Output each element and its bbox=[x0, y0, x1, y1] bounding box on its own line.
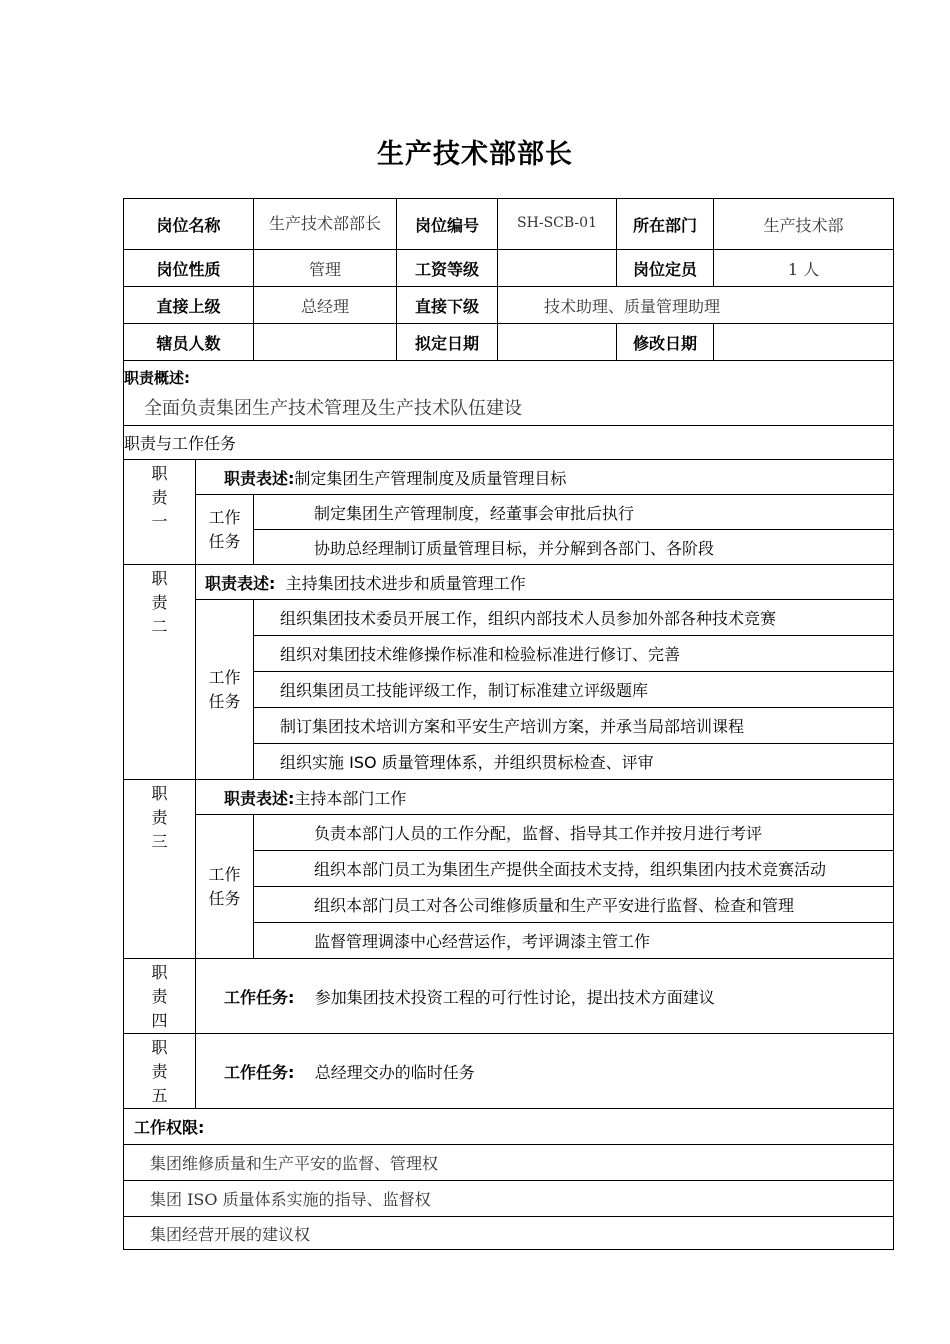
duty-row bbox=[124, 460, 894, 495]
duty-number bbox=[124, 565, 196, 780]
duty-description bbox=[196, 565, 894, 600]
duty-desc-label: 职责表述: bbox=[224, 788, 295, 808]
duty-description bbox=[196, 780, 894, 815]
task-item: 监督管理调漆中心经营运作，考评调漆主管工作 bbox=[254, 923, 894, 959]
task-row bbox=[124, 495, 894, 530]
task-item: 组织对集团技术维修操作标准和检验标准进行修订、完善 bbox=[254, 636, 894, 672]
duty-task-text: 总经理交办的临时任务 bbox=[314, 1062, 475, 1082]
duties-header: 职责与工作任务 bbox=[124, 426, 894, 460]
value-department: 生产技术部 bbox=[714, 199, 894, 250]
label-draft-date: 拟定日期 bbox=[397, 324, 498, 361]
page-title: 生产技术部部长 bbox=[377, 139, 573, 170]
info-row bbox=[124, 324, 894, 361]
label-revision-date: 修改日期 bbox=[617, 324, 714, 361]
value-salary-grade bbox=[498, 250, 617, 287]
duty-number bbox=[124, 959, 196, 1034]
duty-desc-text: 主持本部门工作 bbox=[294, 788, 407, 808]
task-item: 制订集团技术培训方案和平安生产培训方案，并承当局部培训课程 bbox=[254, 708, 894, 744]
label-staff-count: 辖员人数 bbox=[124, 324, 254, 361]
duty-number-text: 职责三 bbox=[151, 784, 168, 851]
duty-task bbox=[196, 959, 894, 1034]
duties-header-row bbox=[124, 426, 894, 460]
label-headcount: 岗位定员 bbox=[617, 250, 714, 287]
duty-number-text: 职责四 bbox=[151, 963, 168, 1030]
value-position-name: 生产技术部部长 bbox=[254, 199, 397, 250]
task-item: 组织本部门员工对各公司维修质量和生产平安进行监督、检查和管理 bbox=[254, 887, 894, 923]
task-item: 组织集团员工技能评级工作，制订标准建立评级题库 bbox=[254, 672, 894, 708]
authority-row bbox=[124, 1145, 894, 1181]
authority-label: 工作权限: bbox=[124, 1109, 894, 1145]
duty-description bbox=[196, 460, 894, 495]
authority-header-row bbox=[124, 1109, 894, 1145]
task-label bbox=[196, 815, 254, 959]
label-position-code: 岗位编号 bbox=[397, 199, 498, 250]
authority-item: 集团维修质量和生产平安的监督、管理权 bbox=[124, 1145, 894, 1181]
info-row bbox=[124, 250, 894, 287]
info-row bbox=[124, 199, 894, 250]
task-row bbox=[124, 600, 894, 636]
authority-item: 集团 ISO 质量体系实施的指导、监督权 bbox=[124, 1181, 894, 1217]
duty-number bbox=[124, 460, 196, 565]
task-label-text: 工作任务 bbox=[208, 864, 241, 908]
duty-task bbox=[196, 1034, 894, 1109]
info-row bbox=[124, 287, 894, 324]
value-headcount: 1 人 bbox=[714, 250, 894, 287]
duty-desc-text: 主持集团技术进步和质量管理工作 bbox=[285, 573, 526, 593]
duty-number-text: 职责二 bbox=[151, 569, 168, 636]
label-department: 所在部门 bbox=[617, 199, 714, 250]
duty-number-text: 职责五 bbox=[151, 1038, 168, 1105]
authority-row bbox=[124, 1181, 894, 1217]
duty-task-label: 工作任务: bbox=[224, 987, 295, 1007]
authority-item: 集团经营开展的建议权 bbox=[124, 1217, 894, 1250]
summary-cell bbox=[124, 361, 894, 426]
task-label-text: 工作任务 bbox=[208, 667, 241, 711]
task-item: 组织集团技术委员开展工作，组织内部技术人员参加外部各种技术竞赛 bbox=[254, 600, 894, 636]
value-draft-date bbox=[498, 324, 617, 361]
duty-number-text: 职责一 bbox=[151, 464, 168, 531]
task-item: 负责本部门人员的工作分配，监督、指导其工作并按月进行考评 bbox=[254, 815, 894, 851]
summary-text: 全面负责集团生产技术管理及生产技术队伍建设 bbox=[144, 397, 522, 419]
task-item: 组织本部门员工为集团生产提供全面技术支持，组织集团内技术竞赛活动 bbox=[254, 851, 894, 887]
summary-label: 职责概述: bbox=[124, 368, 190, 387]
authority-row bbox=[124, 1217, 894, 1250]
task-item: 组织实施 ISO 质量管理体系，并组织贯标检查、评审 bbox=[254, 744, 894, 780]
duty-row bbox=[124, 1034, 894, 1109]
summary-row bbox=[124, 361, 894, 426]
duty-desc-text: 制定集团生产管理制度及质量管理目标 bbox=[294, 468, 567, 488]
label-direct-subordinate: 直接下级 bbox=[397, 287, 498, 324]
value-position-nature: 管理 bbox=[254, 250, 397, 287]
value-direct-subordinate: 技术助理、质量管理助理 bbox=[498, 287, 894, 324]
label-salary-grade: 工资等级 bbox=[397, 250, 498, 287]
value-direct-superior: 总经理 bbox=[254, 287, 397, 324]
task-item: 制定集团生产管理制度，经董事会审批后执行 bbox=[254, 495, 894, 530]
value-revision-date bbox=[714, 324, 894, 361]
label-position-nature: 岗位性质 bbox=[124, 250, 254, 287]
value-staff-count bbox=[254, 324, 397, 361]
duty-row bbox=[124, 959, 894, 1034]
task-label bbox=[196, 600, 254, 780]
label-position-name: 岗位名称 bbox=[124, 199, 254, 250]
job-description-table bbox=[123, 198, 894, 1250]
task-row bbox=[124, 815, 894, 851]
label-direct-superior: 直接上级 bbox=[124, 287, 254, 324]
duty-row bbox=[124, 565, 894, 600]
value-position-code: SH-SCB-01 bbox=[498, 199, 617, 250]
task-item: 协助总经理制订质量管理目标，并分解到各部门、各阶段 bbox=[254, 530, 894, 565]
duty-number bbox=[124, 780, 196, 959]
task-label-text: 工作任务 bbox=[208, 507, 241, 551]
duty-task-label: 工作任务: bbox=[224, 1062, 295, 1082]
duty-task-text: 参加集团技术投资工程的可行性讨论，提出技术方面建议 bbox=[314, 987, 715, 1007]
duty-row bbox=[124, 780, 894, 815]
duty-desc-label: 职责表述: bbox=[224, 468, 295, 488]
duty-desc-label: 职责表述: bbox=[205, 573, 276, 593]
duty-number bbox=[124, 1034, 196, 1109]
task-label bbox=[196, 495, 254, 565]
